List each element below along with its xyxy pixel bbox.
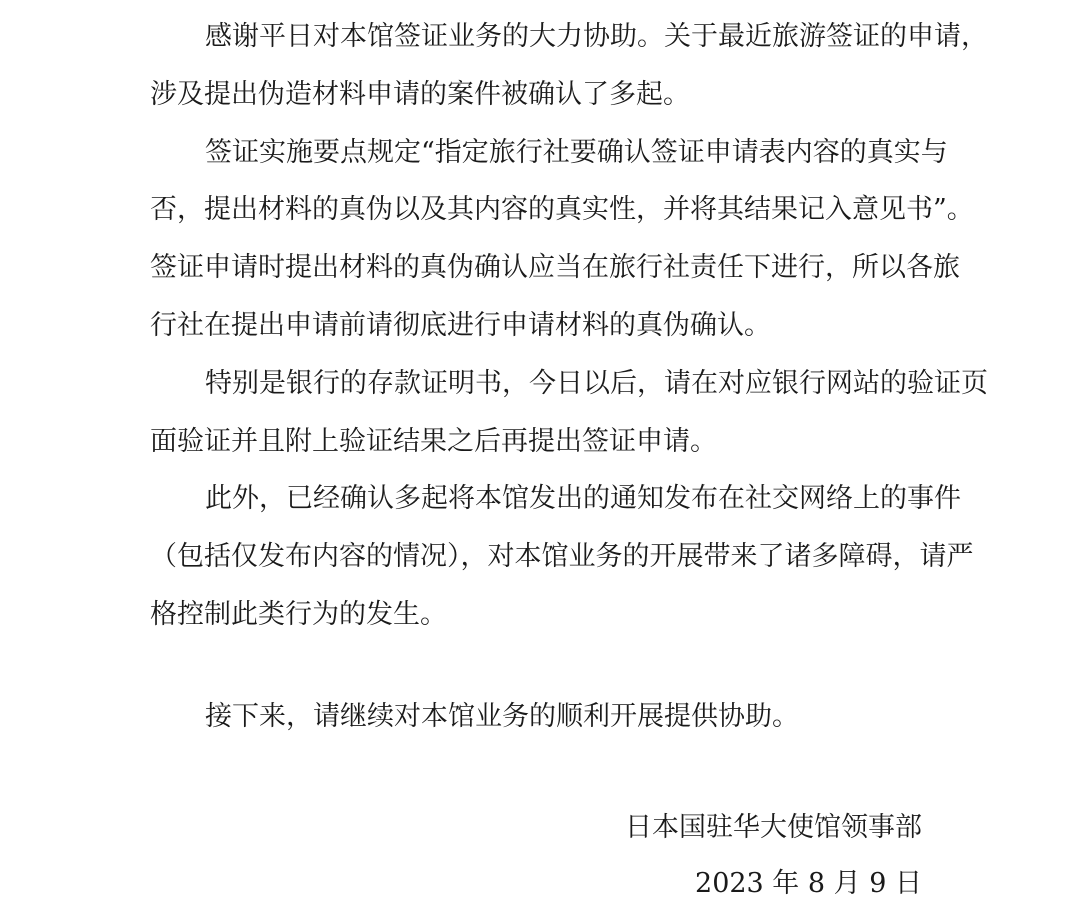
paragraph-1-line-2: 涉及提出伪造材料申请的案件被确认了多起。: [150, 79, 690, 110]
paragraph-4-line-2: （包括仅发布内容的情况），对本馆业务的开展带来了诸多障碍，请严: [150, 541, 974, 572]
paragraph-4-line-3: 格控制此类行为的发生。: [150, 599, 447, 630]
paragraph-4-line-1: 此外，已经确认多起将本馆发出的通知发布在社交网络上的事件: [205, 483, 961, 514]
paragraph-2-line-2: 否，提出材料的真伪以及其内容的真实性，并将其结果记入意见书”。: [150, 194, 974, 225]
paragraph-3-line-2: 面验证并且附上验证结果之后再提出签证申请。: [150, 426, 717, 457]
paragraph-2-line-3: 签证申请时提出材料的真伪确认应当在旅行社责任下进行，所以各旅: [150, 252, 960, 283]
paragraph-2-line-4: 行社在提出申请前请彻底进行申请材料的真伪确认。: [150, 310, 771, 341]
paragraph-2-line-1: 签证实施要点规定“指定旅行社要确认签证申请表内容的真实与: [205, 137, 948, 168]
paragraph-1-line-1: 感谢平日对本馆签证业务的大力协助。关于最近旅游签证的申请，: [205, 21, 988, 52]
closing-line: 接下来，请继续对本馆业务的顺利开展提供协助。: [205, 701, 799, 732]
signature-organization: 日本国驻华大使馆领事部: [625, 812, 922, 843]
paragraph-3-line-1: 特别是银行的存款证明书，今日以后，请在对应银行网站的验证页: [205, 368, 988, 399]
signature-date: 2023 年 8 月 9 日: [695, 868, 922, 899]
